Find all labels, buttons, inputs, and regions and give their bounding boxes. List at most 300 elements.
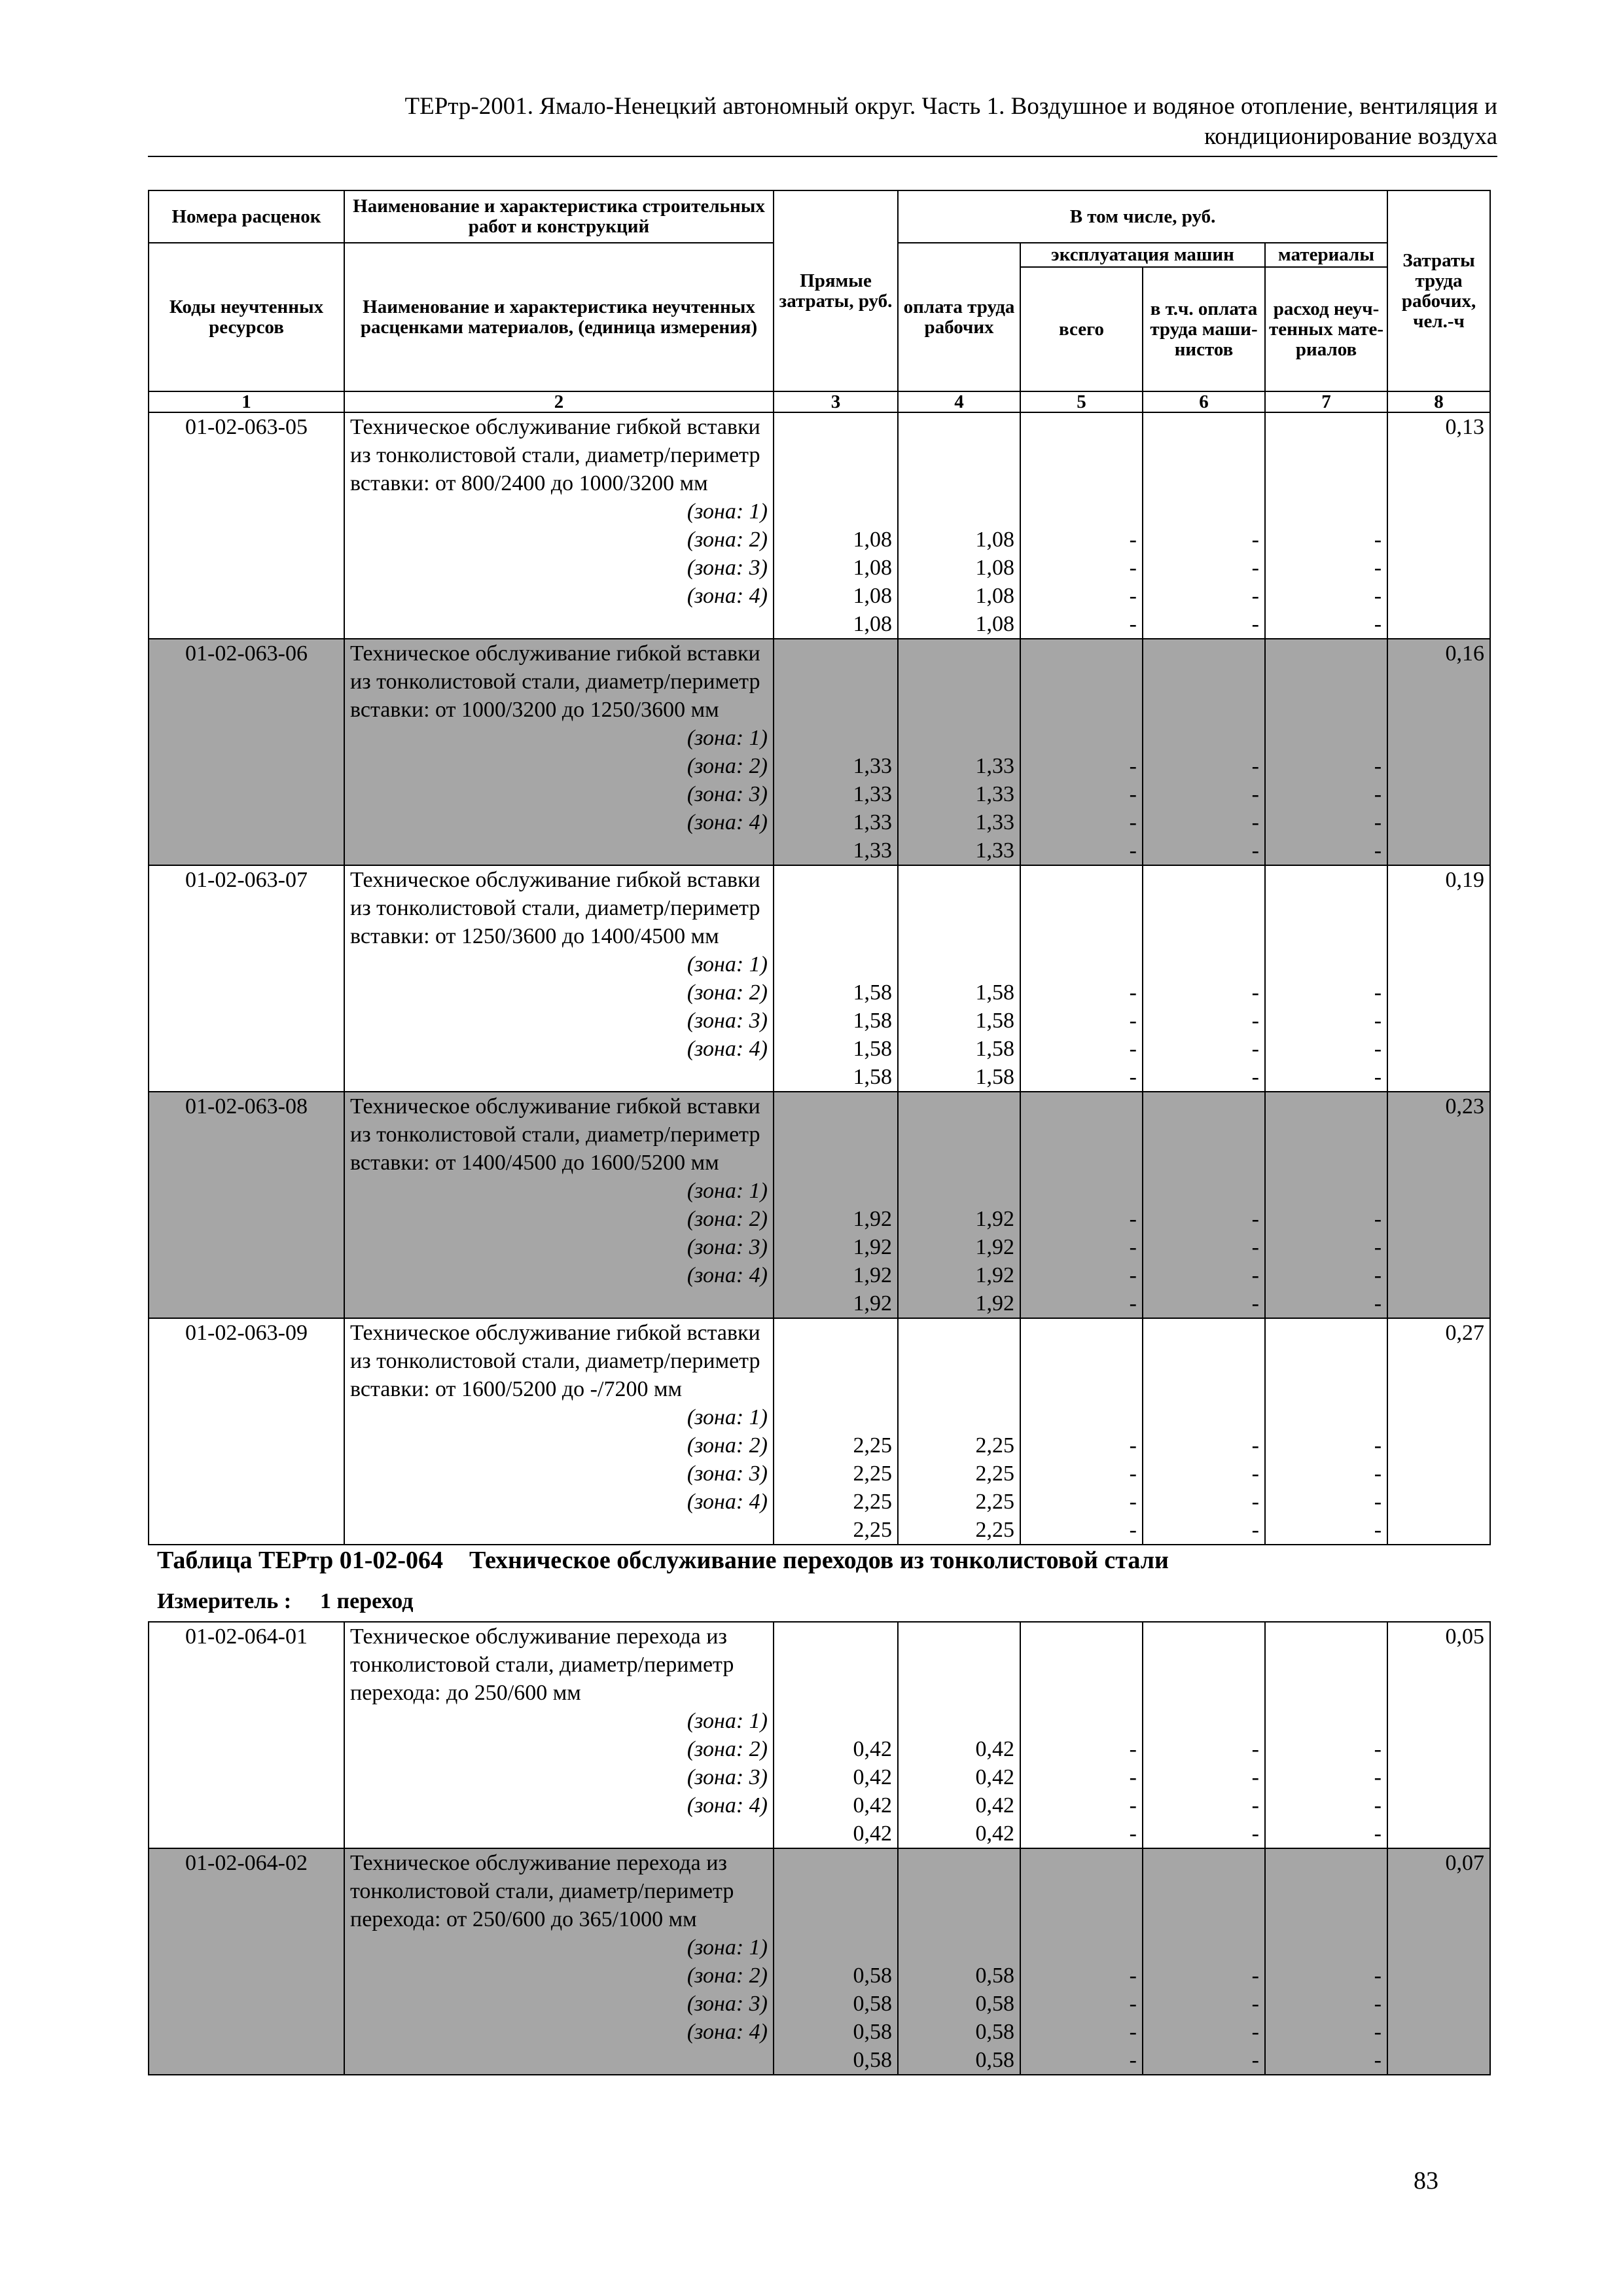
column-numbers-row (149, 391, 1490, 412)
machine-total-value: - (1129, 1793, 1137, 1818)
labor-pay-value: 1,33 (975, 782, 1014, 806)
spacer (1149, 1849, 1259, 1962)
zone-label: (зона: 1) (687, 499, 768, 524)
zone-label: (зона: 4) (687, 1037, 768, 1061)
direct-costs-value: 1,92 (853, 1235, 892, 1259)
labor-pay-cell (898, 865, 1020, 1092)
materials-use-value: - (1374, 528, 1382, 552)
rate-description (344, 1622, 774, 1848)
labor-costs: 0,07 (1387, 1848, 1490, 2075)
materials-use-value: - (1374, 810, 1382, 834)
rate-code: 01-02-064-01 (149, 1622, 344, 1848)
direct-costs-cell (774, 639, 898, 865)
table-row (149, 1848, 1490, 2075)
page-number: 83 (1414, 2167, 1438, 2195)
labor-pay-cell (898, 1318, 1020, 1545)
header-including: В том числе, руб. (898, 190, 1387, 243)
materials-use-value: - (1374, 1433, 1382, 1458)
materials-use-cell (1265, 1318, 1387, 1545)
zone-label: (зона: 3) (687, 1765, 768, 1789)
zone-label: (зона: 2) (687, 1433, 768, 1458)
materials-use-value: - (1374, 1037, 1382, 1061)
column-number: 4 (898, 391, 1020, 412)
materials-use-cell (1265, 1622, 1387, 1848)
spacer (779, 1092, 892, 1205)
spacer (779, 1319, 892, 1431)
materials-use-value: - (1374, 1821, 1382, 1846)
header-machine-operation: эксплуатация машин (1020, 243, 1265, 267)
description-text: Техническое обслуживание гибкой вставки из тонколистовой стали, диаметр/периметр вставки: от 1400/4500 до 1600/5200 мм (350, 1094, 760, 1175)
materials-use-value: - (1374, 612, 1382, 636)
table-body (149, 412, 1490, 1545)
rate-description (344, 1092, 774, 1318)
materials-use-value: - (1374, 1065, 1382, 1089)
machine-total-value: - (1129, 556, 1137, 580)
machinist-pay-value: - (1251, 1207, 1259, 1231)
zone-label: (зона: 1) (687, 1179, 768, 1203)
direct-costs-value: 1,58 (853, 980, 892, 1005)
direct-costs-value: 2,25 (853, 1433, 892, 1458)
direct-costs-value: 0,58 (853, 2048, 892, 2072)
machinist-pay-value: - (1251, 528, 1259, 552)
materials-use-value: - (1374, 754, 1382, 778)
spacer (904, 1623, 1014, 1735)
machinist-pay-value: - (1251, 1765, 1259, 1789)
materials-use-value: - (1374, 1765, 1382, 1789)
header-work-name: Наименование и характеристика строительных работ и конструкций (344, 190, 774, 243)
table-row (149, 1318, 1490, 1545)
machine-total-value: - (1129, 838, 1137, 863)
spacer (1271, 1092, 1382, 1205)
spacer (1026, 413, 1137, 526)
materials-use-value: - (1374, 1992, 1382, 2016)
labor-pay-value: 1,33 (975, 810, 1014, 834)
labor-pay-value: 1,58 (975, 1065, 1014, 1089)
machine-total-value: - (1129, 1433, 1137, 1458)
machine-total-value: - (1129, 1291, 1137, 1316)
header-divider (148, 156, 1497, 157)
rate-code: 01-02-063-07 (149, 865, 344, 1092)
spacer (1026, 866, 1137, 978)
machine-total-value: - (1129, 1462, 1137, 1486)
machinist-pay-value: - (1251, 1037, 1259, 1061)
direct-costs-value: 1,58 (853, 1065, 892, 1089)
machine-total-value: - (1129, 1037, 1137, 1061)
column-number: 7 (1265, 391, 1387, 412)
header-material-name: Наименование и характеристика неучтенных расценками материалов, (единица измерения) (344, 243, 774, 391)
zone-label: (зона: 3) (687, 1009, 768, 1033)
spacer (904, 866, 1014, 978)
direct-costs-value: 2,25 (853, 1490, 892, 1514)
column-number: 5 (1020, 391, 1143, 412)
table-row (149, 1622, 1490, 1848)
labor-pay-value: 0,58 (975, 1964, 1014, 1988)
header-resource-codes: Коды неучтенных ресурсов (149, 243, 344, 391)
labor-pay-value: 2,25 (975, 1433, 1014, 1458)
direct-costs-value: 0,42 (853, 1793, 892, 1818)
page-header-line1: ТЕРтр-2001. Ямало-Ненецкий автономный округ. Часть 1. Воздушное и водяное отопление, вентиляция и (404, 93, 1497, 120)
rate-code: 01-02-064-02 (149, 1848, 344, 2075)
spacer (1026, 639, 1137, 752)
machine-total-cell (1020, 865, 1143, 1092)
labor-pay-value: 1,58 (975, 980, 1014, 1005)
zone-label: (зона: 1) (687, 952, 768, 977)
materials-use-value: - (1374, 556, 1382, 580)
table2-title-name: Техническое обслуживание переходов из тонколистовой стали (469, 1547, 1169, 1574)
direct-costs-cell (774, 1848, 898, 2075)
labor-costs: 0,16 (1387, 639, 1490, 865)
machine-total-cell (1020, 1092, 1143, 1318)
description-text: Техническое обслуживание гибкой вставки из тонколистовой стали, диаметр/периметр вставки: от 1250/3600 до 1400/4500 мм (350, 868, 760, 948)
machine-total-value: - (1129, 1518, 1137, 1542)
labor-costs: 0,23 (1387, 1092, 1490, 1318)
zone-label: (зона: 4) (687, 1490, 768, 1514)
materials-use-value: - (1374, 782, 1382, 806)
machine-total-value: - (1129, 1235, 1137, 1259)
column-number: 8 (1387, 391, 1490, 412)
machinist-pay-cell (1143, 412, 1265, 639)
spacer (1026, 1849, 1137, 1962)
machine-total-value: - (1129, 754, 1137, 778)
materials-use-value: - (1374, 1490, 1382, 1514)
machinist-pay-value: - (1251, 1433, 1259, 1458)
machine-total-value: - (1129, 782, 1137, 806)
labor-pay-value: 1,92 (975, 1207, 1014, 1231)
zone-label: (зона: 3) (687, 1235, 768, 1259)
materials-use-value: - (1374, 1462, 1382, 1486)
machine-total-value: - (1129, 1765, 1137, 1789)
materials-use-value: - (1374, 1009, 1382, 1033)
zone-label: (зона: 3) (687, 556, 768, 580)
header-rate-numbers: Номера расценок (149, 190, 344, 243)
zone-label: (зона: 1) (687, 1709, 768, 1733)
direct-costs-cell (774, 1622, 898, 1848)
machine-total-value: - (1129, 1009, 1137, 1033)
machine-total-value: - (1129, 980, 1137, 1005)
labor-pay-value: 1,08 (975, 556, 1014, 580)
measure-value: 1 переход (320, 1589, 414, 1613)
zone-label: (зона: 4) (687, 2020, 768, 2044)
machinist-pay-value: - (1251, 612, 1259, 636)
machinist-pay-value: - (1251, 1793, 1259, 1818)
labor-pay-value: 1,92 (975, 1235, 1014, 1259)
labor-pay-cell (898, 1848, 1020, 2075)
direct-costs-cell (774, 412, 898, 639)
labor-pay-value: 2,25 (975, 1490, 1014, 1514)
direct-costs-value: 1,33 (853, 782, 892, 806)
table-row (149, 1092, 1490, 1318)
machinist-pay-value: - (1251, 1490, 1259, 1514)
spacer (1026, 1623, 1137, 1735)
direct-costs-cell (774, 1318, 898, 1545)
labor-pay-cell (898, 1092, 1020, 1318)
spacer (1026, 1319, 1137, 1431)
direct-costs-value: 1,08 (853, 584, 892, 608)
machinist-pay-value: - (1251, 782, 1259, 806)
page-header (148, 92, 1497, 152)
direct-costs-value: 2,25 (853, 1462, 892, 1486)
header-labor-pay: оплата труда рабочих (898, 243, 1020, 391)
machine-total-cell (1020, 1622, 1143, 1848)
labor-pay-value: 2,25 (975, 1462, 1014, 1486)
zone-label: (зона: 2) (687, 1207, 768, 1231)
spacer (1149, 413, 1259, 526)
machinist-pay-value: - (1251, 838, 1259, 863)
direct-costs-value: 1,33 (853, 754, 892, 778)
spacer (1149, 639, 1259, 752)
machine-total-value: - (1129, 1490, 1137, 1514)
materials-use-cell (1265, 865, 1387, 1092)
machine-total-value: - (1129, 1964, 1137, 1988)
labor-pay-cell (898, 412, 1020, 639)
materials-use-value: - (1374, 980, 1382, 1005)
machine-total-cell (1020, 412, 1143, 639)
machine-total-value: - (1129, 2048, 1137, 2072)
materials-use-cell (1265, 639, 1387, 865)
direct-costs-value: 0,58 (853, 1992, 892, 2016)
column-number: 3 (774, 391, 898, 412)
labor-pay-value: 1,33 (975, 838, 1014, 863)
direct-costs-value: 1,92 (853, 1263, 892, 1287)
header-machinist-pay: в т.ч. оплата труда маши-нистов (1143, 267, 1265, 391)
zone-label: (зона: 1) (687, 726, 768, 750)
spacer (1271, 866, 1382, 978)
machinist-pay-value: - (1251, 754, 1259, 778)
spacer (1271, 639, 1382, 752)
header-total: всего (1020, 267, 1143, 391)
labor-pay-value: 0,58 (975, 1992, 1014, 2016)
direct-costs-value: 1,58 (853, 1009, 892, 1033)
column-number: 1 (149, 391, 344, 412)
rate-description (344, 412, 774, 639)
machinist-pay-value: - (1251, 2048, 1259, 2072)
labor-pay-value: 1,08 (975, 528, 1014, 552)
labor-pay-value: 0,42 (975, 1821, 1014, 1846)
machine-total-value: - (1129, 584, 1137, 608)
direct-costs-value: 1,92 (853, 1207, 892, 1231)
zone-label: (зона: 3) (687, 1462, 768, 1486)
spacer (1026, 1092, 1137, 1205)
zone-label: (зона: 4) (687, 810, 768, 834)
spacer (779, 866, 892, 978)
machine-total-value: - (1129, 1065, 1137, 1089)
machine-total-value: - (1129, 1992, 1137, 2016)
header-labor-costs: Затраты труда рабочих, чел.-ч (1387, 190, 1490, 391)
rates-table-064 (148, 1621, 1491, 2075)
machinist-pay-cell (1143, 1092, 1265, 1318)
spacer (779, 639, 892, 752)
zone-label: (зона: 2) (687, 980, 768, 1005)
direct-costs-value: 1,33 (853, 838, 892, 863)
direct-costs-value: 0,58 (853, 1964, 892, 1988)
materials-use-value: - (1374, 2020, 1382, 2044)
direct-costs-cell (774, 865, 898, 1092)
machinist-pay-value: - (1251, 1964, 1259, 1988)
header-materials: материалы (1265, 243, 1387, 267)
machinist-pay-value: - (1251, 1462, 1259, 1486)
materials-use-cell (1265, 412, 1387, 639)
machinist-pay-value: - (1251, 810, 1259, 834)
spacer (1271, 1623, 1382, 1735)
direct-costs-value: 1,08 (853, 612, 892, 636)
description-text: Техническое обслуживание гибкой вставки из тонколистовой стали, диаметр/периметр вставки: от 800/2400 до 1000/3200 мм (350, 415, 760, 495)
machine-total-value: - (1129, 810, 1137, 834)
machinist-pay-cell (1143, 639, 1265, 865)
table-header (149, 190, 1490, 412)
spacer (904, 1319, 1014, 1431)
zone-label: (зона: 2) (687, 1737, 768, 1761)
materials-use-cell (1265, 1092, 1387, 1318)
machinist-pay-cell (1143, 865, 1265, 1092)
machine-total-value: - (1129, 1263, 1137, 1287)
zone-label: (зона: 2) (687, 528, 768, 552)
machinist-pay-value: - (1251, 1518, 1259, 1542)
zone-label: (зона: 3) (687, 1992, 768, 2016)
spacer (779, 1849, 892, 1962)
machinist-pay-cell (1143, 1848, 1265, 2075)
column-number: 2 (344, 391, 774, 412)
table2-title-code: Таблица ТЕРтр 01-02-064 (157, 1547, 444, 1574)
labor-pay-value: 2,25 (975, 1518, 1014, 1542)
machinist-pay-value: - (1251, 1065, 1259, 1089)
materials-use-value: - (1374, 1263, 1382, 1287)
direct-costs-value: 1,58 (853, 1037, 892, 1061)
table2-measure (157, 1589, 413, 1614)
rate-description (344, 1318, 774, 1545)
labor-pay-value: 0,58 (975, 2020, 1014, 2044)
table-body (149, 1622, 1490, 2075)
machinist-pay-value: - (1251, 1009, 1259, 1033)
zone-label: (зона: 2) (687, 1964, 768, 1988)
description-text: Техническое обслуживание перехода из тонколистовой стали, диаметр/периметр перехода: от 250/600 до 365/1000 мм (350, 1851, 734, 1931)
zone-label: (зона: 1) (687, 1405, 768, 1429)
rate-code: 01-02-063-06 (149, 639, 344, 865)
spacer (1149, 866, 1259, 978)
materials-use-value: - (1374, 1737, 1382, 1761)
machine-total-value: - (1129, 1821, 1137, 1846)
direct-costs-value: 0,42 (853, 1765, 892, 1789)
description-text: Техническое обслуживание гибкой вставки из тонколистовой стали, диаметр/периметр вставки: от 1000/3200 до 1250/3600 мм (350, 641, 760, 722)
spacer (904, 413, 1014, 526)
direct-costs-value: 0,42 (853, 1737, 892, 1761)
labor-pay-value: 1,08 (975, 584, 1014, 608)
rate-code: 01-02-063-08 (149, 1092, 344, 1318)
machine-total-value: - (1129, 612, 1137, 636)
machine-total-value: - (1129, 1737, 1137, 1761)
materials-use-value: - (1374, 1207, 1382, 1231)
zone-label: (зона: 4) (687, 1793, 768, 1818)
spacer (1271, 413, 1382, 526)
rate-code: 01-02-063-05 (149, 412, 344, 639)
direct-costs-value: 1,92 (853, 1291, 892, 1316)
labor-pay-value: 0,42 (975, 1737, 1014, 1761)
labor-costs: 0,27 (1387, 1318, 1490, 1545)
labor-pay-value: 1,58 (975, 1037, 1014, 1061)
header-direct-costs: Прямые затраты, руб. (774, 190, 898, 391)
machine-total-value: - (1129, 2020, 1137, 2044)
direct-costs-value: 1,33 (853, 810, 892, 834)
machinist-pay-value: - (1251, 1235, 1259, 1259)
machinist-pay-value: - (1251, 980, 1259, 1005)
labor-costs: 0,13 (1387, 412, 1490, 639)
rates-table (148, 190, 1491, 1545)
spacer (1149, 1092, 1259, 1205)
labor-pay-value: 0,42 (975, 1793, 1014, 1818)
spacer (904, 1849, 1014, 1962)
direct-costs-value: 0,42 (853, 1821, 892, 1846)
spacer (904, 639, 1014, 752)
materials-use-value: - (1374, 584, 1382, 608)
labor-pay-value: 1,58 (975, 1009, 1014, 1033)
labor-costs: 0,05 (1387, 1622, 1490, 1848)
labor-pay-cell (898, 639, 1020, 865)
machine-total-cell (1020, 639, 1143, 865)
materials-use-value: - (1374, 1793, 1382, 1818)
labor-costs: 0,19 (1387, 865, 1490, 1092)
spacer (1149, 1623, 1259, 1735)
materials-use-value: - (1374, 2048, 1382, 2072)
description-text: Техническое обслуживание гибкой вставки из тонколистовой стали, диаметр/периметр вставки: от 1600/5200 до -/7200 мм (350, 1321, 760, 1401)
materials-use-value: - (1374, 838, 1382, 863)
machine-total-value: - (1129, 528, 1137, 552)
header-unaccounted-materials: расход неуч-тенных мате-риалов (1265, 267, 1387, 391)
spacer (779, 1623, 892, 1735)
materials-use-value: - (1374, 1964, 1382, 1988)
machinist-pay-value: - (1251, 584, 1259, 608)
rate-code: 01-02-063-09 (149, 1318, 344, 1545)
labor-pay-value: 0,42 (975, 1765, 1014, 1789)
machine-total-cell (1020, 1318, 1143, 1545)
direct-costs-value: 0,58 (853, 2020, 892, 2044)
materials-use-value: - (1374, 1235, 1382, 1259)
machine-total-cell (1020, 1848, 1143, 2075)
rate-description (344, 1848, 774, 2075)
materials-use-cell (1265, 1848, 1387, 2075)
labor-pay-value: 0,58 (975, 2048, 1014, 2072)
zone-label: (зона: 3) (687, 782, 768, 806)
direct-costs-cell (774, 1092, 898, 1318)
direct-costs-value: 1,08 (853, 528, 892, 552)
zone-label: (зона: 4) (687, 584, 768, 608)
machinist-pay-value: - (1251, 1821, 1259, 1846)
direct-costs-value: 2,25 (853, 1518, 892, 1542)
zone-label: (зона: 2) (687, 754, 768, 778)
description-text: Техническое обслуживание перехода из тонколистовой стали, диаметр/периметр перехода: до 250/600 мм (350, 1624, 734, 1705)
spacer (1149, 1319, 1259, 1431)
spacer (1271, 1849, 1382, 1962)
spacer (1271, 1319, 1382, 1431)
machinist-pay-value: - (1251, 1263, 1259, 1287)
rate-description (344, 639, 774, 865)
labor-pay-value: 1,92 (975, 1291, 1014, 1316)
table-row (149, 865, 1490, 1092)
spacer (779, 413, 892, 526)
machinist-pay-cell (1143, 1622, 1265, 1848)
table2-title (157, 1546, 1169, 1575)
column-number: 6 (1143, 391, 1265, 412)
table-row (149, 639, 1490, 865)
labor-pay-value: 1,33 (975, 754, 1014, 778)
labor-pay-value: 1,92 (975, 1263, 1014, 1287)
machinist-pay-value: - (1251, 1992, 1259, 2016)
labor-pay-value: 1,08 (975, 612, 1014, 636)
machinist-pay-cell (1143, 1318, 1265, 1545)
machinist-pay-value: - (1251, 1291, 1259, 1316)
materials-use-value: - (1374, 1291, 1382, 1316)
machinist-pay-value: - (1251, 2020, 1259, 2044)
page-header-line2: кондиционирование воздуха (1204, 123, 1497, 150)
zone-label: (зона: 1) (687, 1935, 768, 1960)
